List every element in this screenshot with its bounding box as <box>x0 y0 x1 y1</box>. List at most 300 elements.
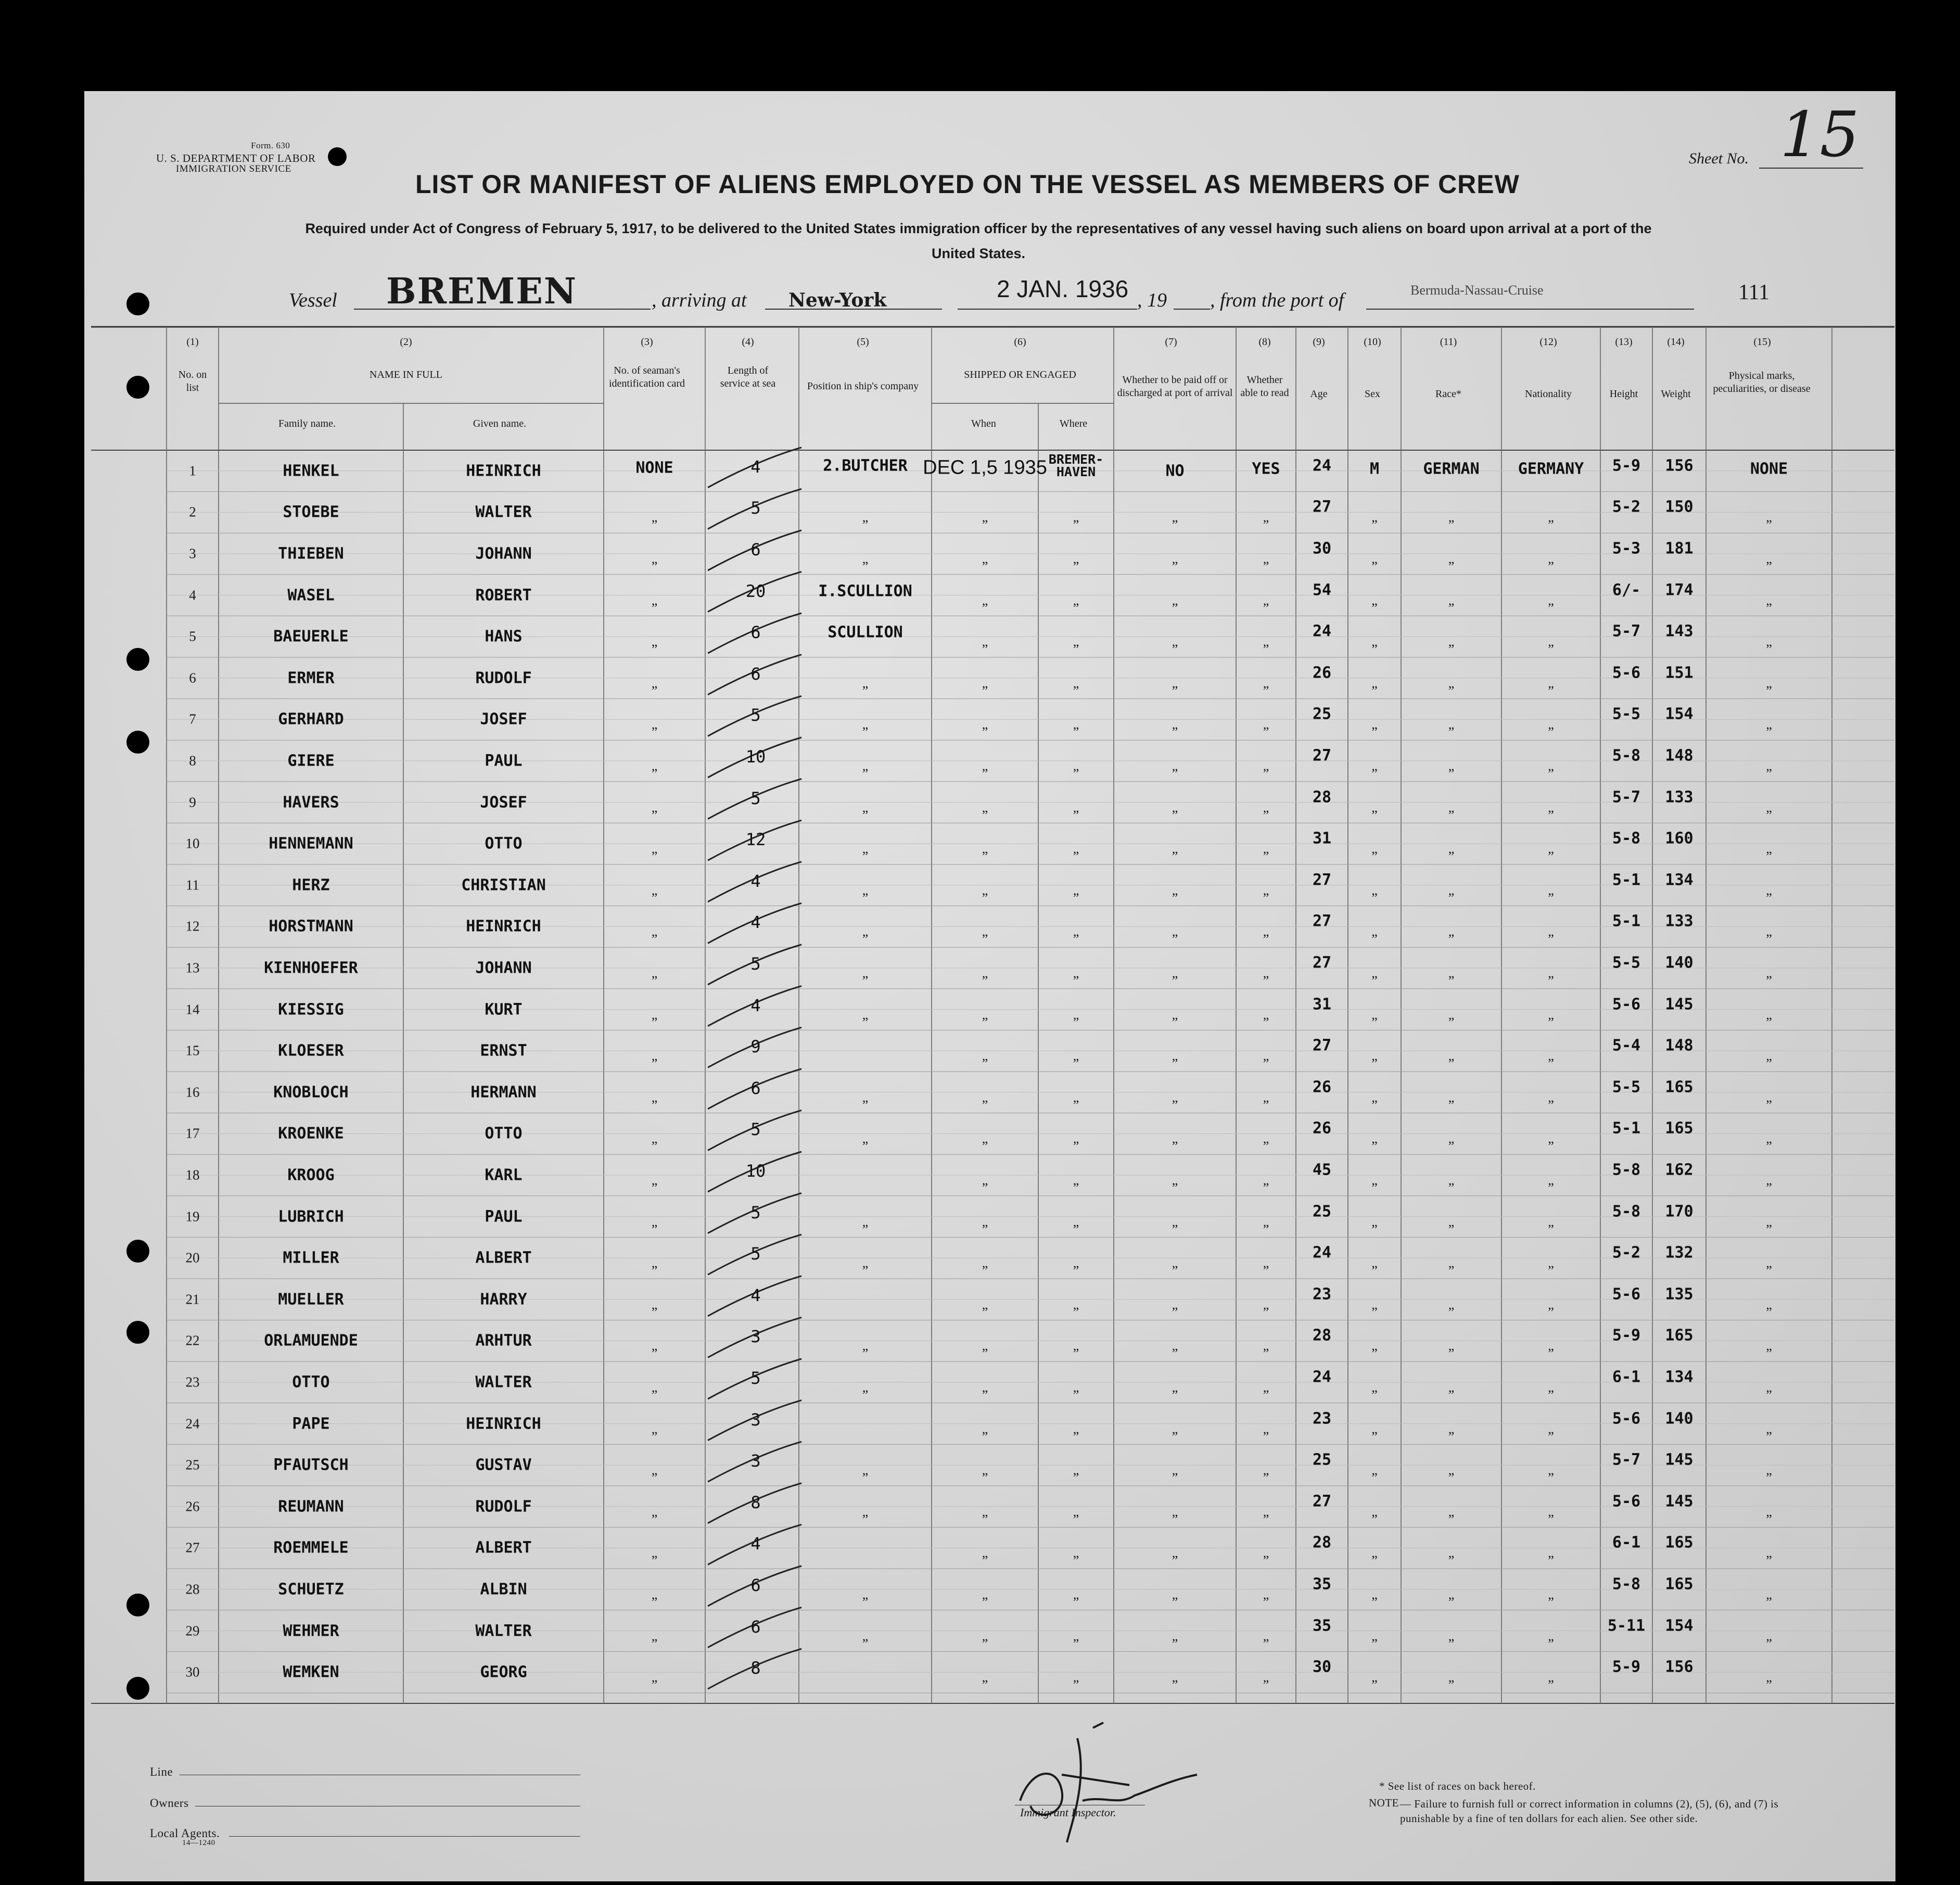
able-to-read: „ <box>1263 799 1269 815</box>
given-name: CHRISTIAN <box>461 876 546 895</box>
physical-marks: „ <box>1766 1173 1772 1188</box>
identification-card: „ <box>651 1338 658 1354</box>
paid-off: „ <box>1172 1587 1178 1602</box>
col-2a-header: Family name. <box>278 418 336 429</box>
given-name: HARRY <box>480 1290 527 1309</box>
paid-off: „ <box>1172 551 1178 566</box>
weight: 162 <box>1665 1161 1694 1179</box>
nationality: „ <box>1548 1007 1554 1022</box>
owners-label: Owners <box>150 1797 189 1810</box>
race: „ <box>1448 882 1455 898</box>
row-number: 6 <box>189 670 196 686</box>
page-reference: 111 <box>1738 281 1770 304</box>
paid-off: „ <box>1172 1255 1178 1271</box>
sex: „ <box>1371 1214 1378 1229</box>
service-length: 5 <box>750 498 761 518</box>
paid-off: „ <box>1172 1131 1178 1147</box>
age: 24 <box>1312 456 1332 475</box>
physical-marks: „ <box>1766 1214 1772 1229</box>
form-number: Form. 630 <box>251 141 290 150</box>
col-1-number: (1) <box>186 336 199 348</box>
given-name: ARHTUR <box>475 1331 532 1350</box>
service-length: 6 <box>750 1616 761 1637</box>
paid-off: „ <box>1172 1173 1178 1188</box>
paid-off: „ <box>1172 634 1178 649</box>
race: „ <box>1448 717 1455 732</box>
sex: „ <box>1371 1255 1378 1271</box>
shipped-where: „ <box>1073 1214 1079 1229</box>
age: 24 <box>1312 1243 1332 1262</box>
shipped-where: „ <box>1073 882 1079 898</box>
height: 5-4 <box>1612 1036 1641 1055</box>
height: 5-3 <box>1612 539 1641 558</box>
family-name: BAEUERLE <box>273 627 349 646</box>
identification-card: „ <box>651 924 658 939</box>
given-name: ERNST <box>480 1041 527 1060</box>
service-length: 3 <box>750 1451 761 1471</box>
physical-marks: „ <box>1766 1504 1772 1519</box>
able-to-read: „ <box>1263 1214 1269 1229</box>
race: „ <box>1448 1670 1455 1685</box>
age: 25 <box>1312 1202 1332 1221</box>
nationality: „ <box>1548 1255 1554 1271</box>
shipped-where: „ <box>1073 1670 1079 1685</box>
weight: 133 <box>1665 912 1694 931</box>
given-name: HEINRICH <box>466 462 541 480</box>
service-length: 10 <box>745 747 766 767</box>
shipped-where: „ <box>1073 551 1079 566</box>
col-4-number: (4) <box>742 336 754 348</box>
col-4-header: Length of service at sea <box>720 365 776 389</box>
age: 23 <box>1312 1285 1332 1304</box>
nationality: „ <box>1548 551 1554 566</box>
able-to-read: „ <box>1263 592 1269 608</box>
able-to-read: „ <box>1263 1338 1269 1354</box>
col-5-number: (5) <box>857 336 869 348</box>
able-to-read: „ <box>1263 1545 1269 1561</box>
sex: „ <box>1371 1048 1378 1064</box>
col-2-number: (2) <box>400 336 412 348</box>
paid-off: „ <box>1172 1338 1178 1354</box>
race: „ <box>1448 1296 1455 1312</box>
service-length: 5 <box>750 1119 761 1140</box>
weight: 181 <box>1665 539 1694 558</box>
inspector-signature <box>999 1717 1207 1853</box>
race: „ <box>1448 965 1455 980</box>
position: „ <box>862 551 869 566</box>
col-11-number: (11) <box>1440 336 1457 348</box>
identification-card: „ <box>651 1089 658 1105</box>
nationality: „ <box>1548 1048 1554 1064</box>
service-length: 3 <box>750 1409 761 1430</box>
nationality: „ <box>1548 675 1554 691</box>
race: „ <box>1448 1380 1455 1395</box>
row-number: 7 <box>189 711 196 727</box>
sex: „ <box>1371 1173 1378 1188</box>
weight: 140 <box>1665 953 1694 972</box>
position: „ <box>862 1089 869 1105</box>
position: „ <box>862 510 869 525</box>
height: 5-7 <box>1612 1450 1641 1469</box>
nationality: „ <box>1548 965 1554 980</box>
service-length: 4 <box>750 456 761 477</box>
paid-off: „ <box>1172 717 1178 732</box>
race: „ <box>1448 634 1455 649</box>
race: „ <box>1448 1504 1455 1519</box>
height: 5-1 <box>1612 871 1641 889</box>
position: „ <box>862 717 869 732</box>
given-name: PAUL <box>485 752 523 770</box>
service-length: 6 <box>750 1078 761 1098</box>
family-name: WEMKEN <box>283 1663 339 1682</box>
age: 27 <box>1312 498 1332 516</box>
height: 5-6 <box>1612 664 1641 682</box>
weight: 134 <box>1665 1368 1694 1386</box>
sex: „ <box>1371 1089 1378 1105</box>
physical-marks: „ <box>1766 1296 1772 1312</box>
able-to-read: YES <box>1252 460 1280 478</box>
age: 30 <box>1312 1658 1332 1676</box>
physical-marks: „ <box>1766 551 1772 566</box>
row-number: 17 <box>185 1125 200 1141</box>
race: „ <box>1448 758 1455 773</box>
age: 27 <box>1312 1492 1332 1511</box>
height: 6/- <box>1612 581 1641 600</box>
able-to-read: „ <box>1263 1089 1269 1105</box>
age: 28 <box>1312 1533 1332 1552</box>
able-to-read: „ <box>1263 1587 1269 1602</box>
sheet-number: 15 <box>1780 99 1860 171</box>
sex: „ <box>1371 675 1378 691</box>
service-length: 4 <box>750 995 761 1015</box>
family-name: MILLER <box>283 1249 339 1267</box>
identification-card: „ <box>651 634 658 649</box>
race: „ <box>1448 799 1455 815</box>
age: 23 <box>1312 1409 1332 1428</box>
weight: 170 <box>1665 1202 1694 1221</box>
race: „ <box>1448 592 1455 608</box>
age: 27 <box>1312 746 1332 765</box>
nationality: „ <box>1548 1296 1554 1312</box>
arriving-label: , arriving at <box>652 289 747 311</box>
weight: 156 <box>1665 1658 1694 1676</box>
paid-off: „ <box>1172 965 1178 980</box>
col-8-number: (8) <box>1258 336 1271 348</box>
able-to-read: „ <box>1263 717 1269 732</box>
row-number: 29 <box>185 1623 200 1639</box>
physical-marks: „ <box>1766 1462 1772 1478</box>
weight: 148 <box>1665 746 1694 765</box>
identification-card: „ <box>651 675 658 691</box>
physical-marks: „ <box>1766 1380 1772 1395</box>
race: „ <box>1448 551 1455 566</box>
row-number: 30 <box>185 1664 200 1680</box>
paid-off: „ <box>1172 841 1178 857</box>
family-name: HAVERS <box>283 793 339 812</box>
shipped-when: „ <box>982 1338 988 1354</box>
weight: 133 <box>1665 788 1694 807</box>
age: 30 <box>1312 539 1332 558</box>
service-length: 5 <box>750 1202 761 1222</box>
print-code: 14—1240 <box>182 1839 215 1847</box>
family-name: SCHUETZ <box>278 1580 344 1599</box>
nationality: „ <box>1548 1462 1554 1478</box>
position: „ <box>862 1131 869 1147</box>
department-name: U. S. DEPARTMENT OF LABOR <box>156 152 316 164</box>
shipped-where: „ <box>1073 592 1079 608</box>
paid-off: „ <box>1172 1504 1178 1519</box>
age: 26 <box>1312 664 1332 682</box>
physical-marks: „ <box>1766 924 1772 939</box>
physical-marks: „ <box>1766 1255 1772 1271</box>
paid-off: „ <box>1172 758 1178 773</box>
height: 5-6 <box>1612 1285 1641 1304</box>
sex: „ <box>1371 510 1378 525</box>
weight: 160 <box>1665 829 1694 848</box>
family-name: PAPE <box>292 1415 330 1433</box>
col-15-header: Physical marks, peculiarities, or disease <box>1713 370 1811 394</box>
col-14-header: Weight <box>1661 388 1691 400</box>
shipped-where: „ <box>1073 1421 1079 1436</box>
given-name: WALTER <box>475 503 532 521</box>
able-to-read: „ <box>1263 1048 1269 1064</box>
identification-card: „ <box>651 1131 658 1147</box>
position: „ <box>862 1462 869 1478</box>
family-name: HENKEL <box>283 462 339 480</box>
paid-off: „ <box>1172 1214 1178 1229</box>
inspector-label: Immigrant Inspector. <box>1020 1806 1116 1819</box>
shipped-where: „ <box>1073 1628 1079 1644</box>
weight: 156 <box>1665 456 1694 475</box>
weight: 165 <box>1665 1119 1694 1138</box>
nationality: „ <box>1548 1089 1554 1105</box>
height: 5-8 <box>1612 1202 1641 1221</box>
service-length: 6 <box>750 1575 761 1595</box>
race: „ <box>1448 1131 1455 1147</box>
nationality: „ <box>1548 1504 1554 1519</box>
race: „ <box>1448 1587 1455 1602</box>
sex: „ <box>1371 1421 1378 1436</box>
identification-card: „ <box>651 1545 658 1561</box>
height: 5-5 <box>1612 953 1641 972</box>
able-to-read: „ <box>1263 1628 1269 1644</box>
height: 5-5 <box>1612 705 1641 723</box>
age: 25 <box>1312 1450 1332 1469</box>
able-to-read: „ <box>1263 1007 1269 1022</box>
height: 5-7 <box>1612 788 1641 807</box>
shipped-when: „ <box>982 1380 988 1395</box>
paid-off: „ <box>1172 1670 1178 1685</box>
race: „ <box>1448 924 1455 939</box>
position: „ <box>862 1255 869 1271</box>
given-name: PAUL <box>485 1207 523 1226</box>
row-number: 27 <box>185 1539 200 1556</box>
row-number: 11 <box>186 877 199 893</box>
col-6a-header: When <box>971 418 996 429</box>
able-to-read: „ <box>1263 841 1269 857</box>
identification-card: „ <box>651 1048 658 1064</box>
row-number: 19 <box>185 1208 200 1225</box>
height: 5-6 <box>1612 1492 1641 1511</box>
row-number: 15 <box>185 1042 200 1059</box>
nationality: „ <box>1548 1587 1554 1602</box>
nationality: „ <box>1548 882 1554 898</box>
shipped-when: „ <box>982 1421 988 1436</box>
position: „ <box>862 924 869 939</box>
physical-marks: „ <box>1766 1670 1772 1685</box>
paid-off: „ <box>1172 510 1178 525</box>
shipped-where: „ <box>1073 1380 1079 1395</box>
race: „ <box>1448 1421 1455 1436</box>
height: 5-11 <box>1607 1616 1646 1635</box>
shipped-where: BREMER-HAVEN <box>1048 451 1104 479</box>
physical-marks: „ <box>1766 675 1772 691</box>
service-length: 4 <box>750 1534 761 1554</box>
col-7-header: Whether to be paid off or discharged at port of arrival <box>1117 374 1233 399</box>
row-number: 23 <box>185 1374 200 1390</box>
height: 5-2 <box>1612 498 1641 516</box>
row-number: 4 <box>189 587 196 603</box>
service-length: 9 <box>750 1037 761 1057</box>
identification-card: „ <box>651 551 658 566</box>
weight: 165 <box>1665 1575 1694 1594</box>
shipped-when: „ <box>982 882 988 898</box>
shipped-where: „ <box>1073 1504 1079 1519</box>
weight: 134 <box>1665 871 1694 889</box>
race: „ <box>1448 1255 1455 1271</box>
paid-off: „ <box>1172 1421 1178 1436</box>
identification-card: „ <box>651 1007 658 1022</box>
identification-card: „ <box>651 1628 658 1644</box>
col-7-number: (7) <box>1165 336 1177 348</box>
shipped-when: „ <box>982 841 988 857</box>
weight: 165 <box>1665 1533 1694 1552</box>
physical-marks: „ <box>1766 592 1772 608</box>
col-11-header: Race* <box>1435 388 1461 400</box>
nationality: GERMANY <box>1518 460 1584 478</box>
shipped-when: „ <box>982 1670 988 1685</box>
nationality: „ <box>1548 799 1554 815</box>
family-name: HENNEMANN <box>269 834 353 853</box>
date-stamp: 2 JAN. 1936 <box>997 275 1129 302</box>
race: „ <box>1448 1214 1455 1229</box>
nationality: „ <box>1548 924 1554 939</box>
from-port: Bermuda-Nassau-Cruise <box>1410 283 1544 298</box>
sex: „ <box>1371 1545 1378 1561</box>
able-to-read: „ <box>1263 965 1269 980</box>
shipped-when: „ <box>982 1173 988 1188</box>
height: 5-8 <box>1612 829 1641 848</box>
shipped-where: „ <box>1073 965 1079 980</box>
physical-marks: „ <box>1766 1628 1772 1644</box>
weight: 145 <box>1665 995 1694 1014</box>
shipped-when: „ <box>982 924 988 939</box>
paid-off: „ <box>1172 675 1178 691</box>
race: „ <box>1448 510 1455 525</box>
able-to-read: „ <box>1263 551 1269 566</box>
sex: „ <box>1371 592 1378 608</box>
nationality: „ <box>1548 1670 1554 1685</box>
position: „ <box>862 1587 869 1602</box>
age: 26 <box>1312 1119 1332 1138</box>
paid-off: „ <box>1172 1007 1178 1022</box>
shipped-when: „ <box>982 1587 988 1602</box>
col-12-number: (12) <box>1539 336 1557 348</box>
row-number: 2 <box>189 504 196 520</box>
row-number: 16 <box>185 1084 200 1100</box>
weight: 154 <box>1665 1616 1694 1635</box>
height: 5-8 <box>1612 746 1641 765</box>
col-5-header: Position in ship's company <box>807 380 919 392</box>
age: 27 <box>1312 1036 1332 1055</box>
physical-marks: „ <box>1766 634 1772 649</box>
sex: „ <box>1371 841 1378 857</box>
service-length: 3 <box>750 1327 761 1347</box>
note-text: — Failure to furnish full or correct information in columns (2), (5), (6), and (7) is punishable by a fine of ten dollars for each alien. See other side. <box>1400 1798 1779 1825</box>
identification-card: „ <box>651 965 658 980</box>
able-to-read: „ <box>1263 1131 1269 1147</box>
shipped-where: „ <box>1073 1131 1079 1147</box>
weight: 132 <box>1665 1243 1694 1262</box>
identification-card: „ <box>651 1462 658 1478</box>
col-2b-header: Given name. <box>473 418 527 429</box>
sex: „ <box>1371 758 1378 773</box>
family-name: WASEL <box>287 586 335 605</box>
sex: „ <box>1371 1462 1378 1478</box>
physical-marks: „ <box>1766 717 1772 732</box>
given-name: HANS <box>485 627 523 646</box>
shipped-when: „ <box>982 965 988 980</box>
able-to-read: „ <box>1263 510 1269 525</box>
height: 6-1 <box>1612 1533 1641 1552</box>
shipped-where: „ <box>1073 924 1079 939</box>
service-length: 4 <box>750 912 761 933</box>
physical-marks: „ <box>1766 1338 1772 1354</box>
height: 6-1 <box>1612 1368 1641 1386</box>
nationality: „ <box>1548 592 1554 608</box>
sex: „ <box>1371 551 1378 566</box>
weight: 148 <box>1665 1036 1694 1055</box>
age: 31 <box>1312 829 1332 848</box>
shipped-where: „ <box>1073 717 1079 732</box>
physical-marks: „ <box>1766 1587 1772 1602</box>
shipped-when: „ <box>982 1545 988 1561</box>
weight: 150 <box>1665 498 1694 516</box>
identification-card: NONE <box>635 458 673 477</box>
col-9-number: (9) <box>1313 336 1325 348</box>
shipped-where: „ <box>1073 1089 1079 1105</box>
sex: M <box>1369 460 1380 478</box>
age: 35 <box>1312 1616 1332 1635</box>
sex: „ <box>1371 1587 1378 1602</box>
given-name: RUDOLF <box>475 1497 532 1516</box>
age: 25 <box>1312 705 1332 723</box>
col-13-number: (13) <box>1615 336 1633 348</box>
nationality: „ <box>1548 1338 1554 1354</box>
given-name: JOHANN <box>475 544 532 563</box>
shipped-when: „ <box>982 551 988 566</box>
races-note: * See list of races on back hereof. <box>1379 1780 1536 1792</box>
nationality: „ <box>1548 1214 1554 1229</box>
shipped-when: „ <box>982 1255 988 1271</box>
identification-card: „ <box>651 1504 658 1519</box>
height: 5-1 <box>1612 912 1641 931</box>
paid-off: „ <box>1172 799 1178 815</box>
sex: „ <box>1371 965 1378 980</box>
shipped-when: „ <box>982 1007 988 1022</box>
height: 5-9 <box>1612 456 1641 475</box>
shipped-when: „ <box>982 758 988 773</box>
